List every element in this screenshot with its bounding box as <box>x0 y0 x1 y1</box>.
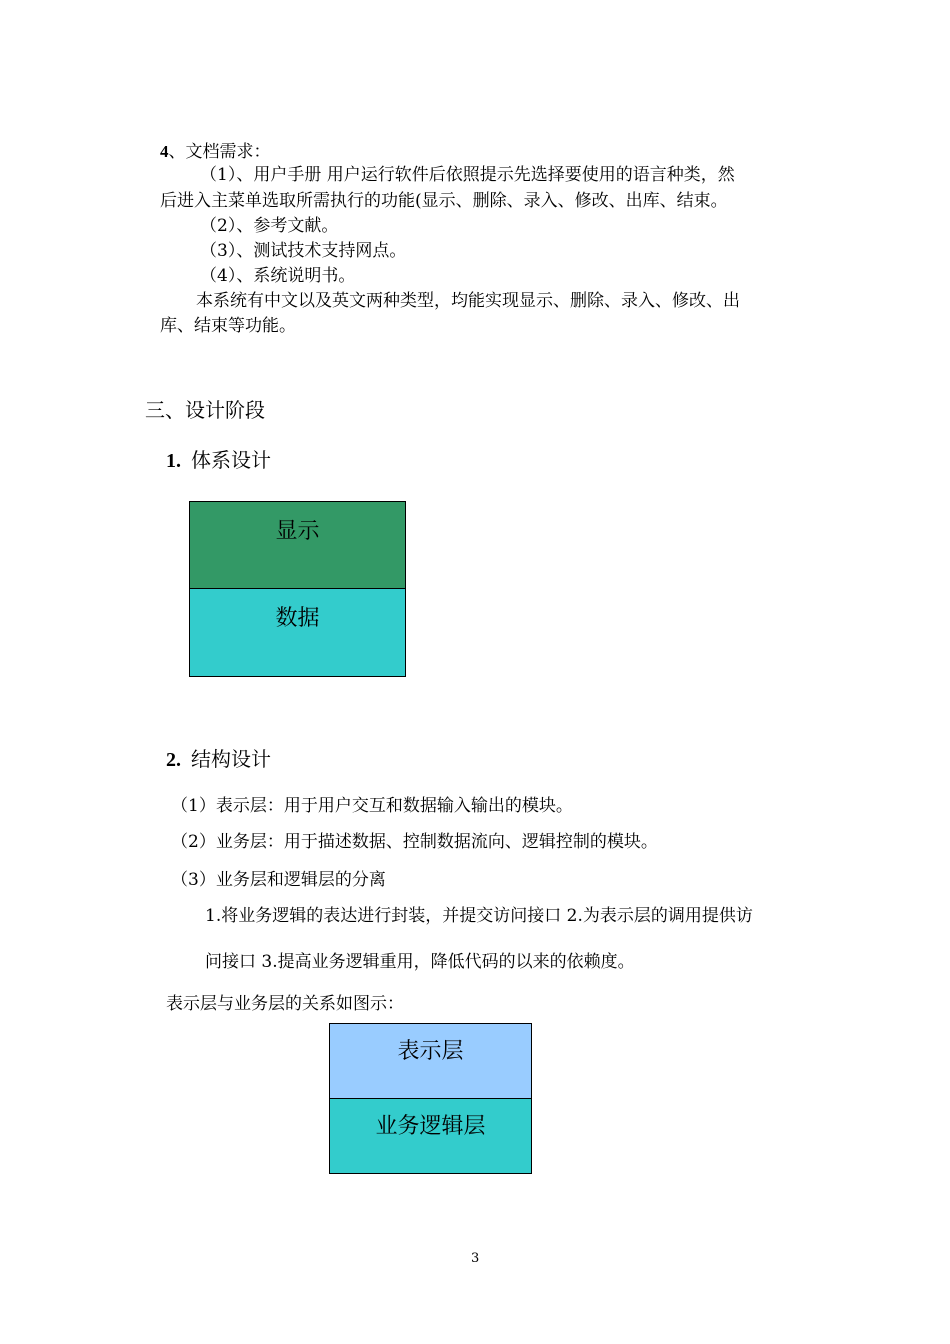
summary-line2: 库、结束等功能。 <box>160 316 296 336</box>
layer-diagram-bottom-block <box>330 1099 531 1173</box>
section3-heading: 三、设计阶段 <box>145 398 265 422</box>
layer-diagram <box>329 1023 532 1174</box>
struct-item3: （3）业务层和逻辑层的分离 <box>171 870 386 890</box>
arch-diagram-top-label: 显示 <box>275 519 320 544</box>
arch-diagram-bottom-block <box>190 589 405 676</box>
relation-caption: 表示层与业务层的关系如图示： <box>166 994 404 1014</box>
item2: （2）、参考文献。 <box>200 216 339 236</box>
section4-title: 、文档需求： <box>168 142 271 162</box>
arch-design-heading <box>166 447 271 474</box>
page-number: 3 <box>471 1251 480 1266</box>
layer-diagram-bottom-label: 业务逻辑层 <box>375 1114 486 1139</box>
section4-heading <box>160 141 271 163</box>
item4: （4）、系统说明书。 <box>200 266 356 286</box>
struct-item2: （2）业务层：用于描述数据、控制数据流向、逻辑控制的模块。 <box>171 832 658 852</box>
item3: （3）、测试技术支持网点。 <box>200 241 407 261</box>
struct-design-heading <box>166 746 271 773</box>
struct-detail-line2: 问接口 3.提高业务逻辑重用，降低代码的以来的依赖度。 <box>205 952 635 972</box>
struct-design-title: 结构设计 <box>191 747 271 771</box>
arch-diagram-bottom-label: 数据 <box>275 606 320 631</box>
struct-item1: （1）表示层：用于用户交互和数据输入输出的模块。 <box>171 796 573 816</box>
arch-design-title: 体系设计 <box>191 448 271 472</box>
arch-diagram <box>189 501 406 677</box>
item1-line1: （1）、用户手册 用户运行软件后依照提示先选择要使用的语言种类，然 <box>200 165 735 185</box>
section4-number: 4 <box>160 142 169 161</box>
summary-line1: 本系统有中文以及英文两种类型，均能实现显示、删除、录入、修改、出 <box>196 291 740 311</box>
arch-diagram-top-block <box>190 502 405 589</box>
layer-diagram-top-label: 表示层 <box>397 1039 464 1064</box>
struct-detail-line1: 1.将业务逻辑的表达进行封装，并提交访问接口 2.为表示层的调用提供访 <box>205 906 753 926</box>
arch-design-number: 1. <box>166 450 181 472</box>
layer-diagram-top-block <box>330 1024 531 1099</box>
struct-design-number: 2. <box>166 749 181 771</box>
item1-line2: 后进入主菜单选取所需执行的功能(显示、删除、录入、修改、出库、结束。 <box>160 191 728 211</box>
